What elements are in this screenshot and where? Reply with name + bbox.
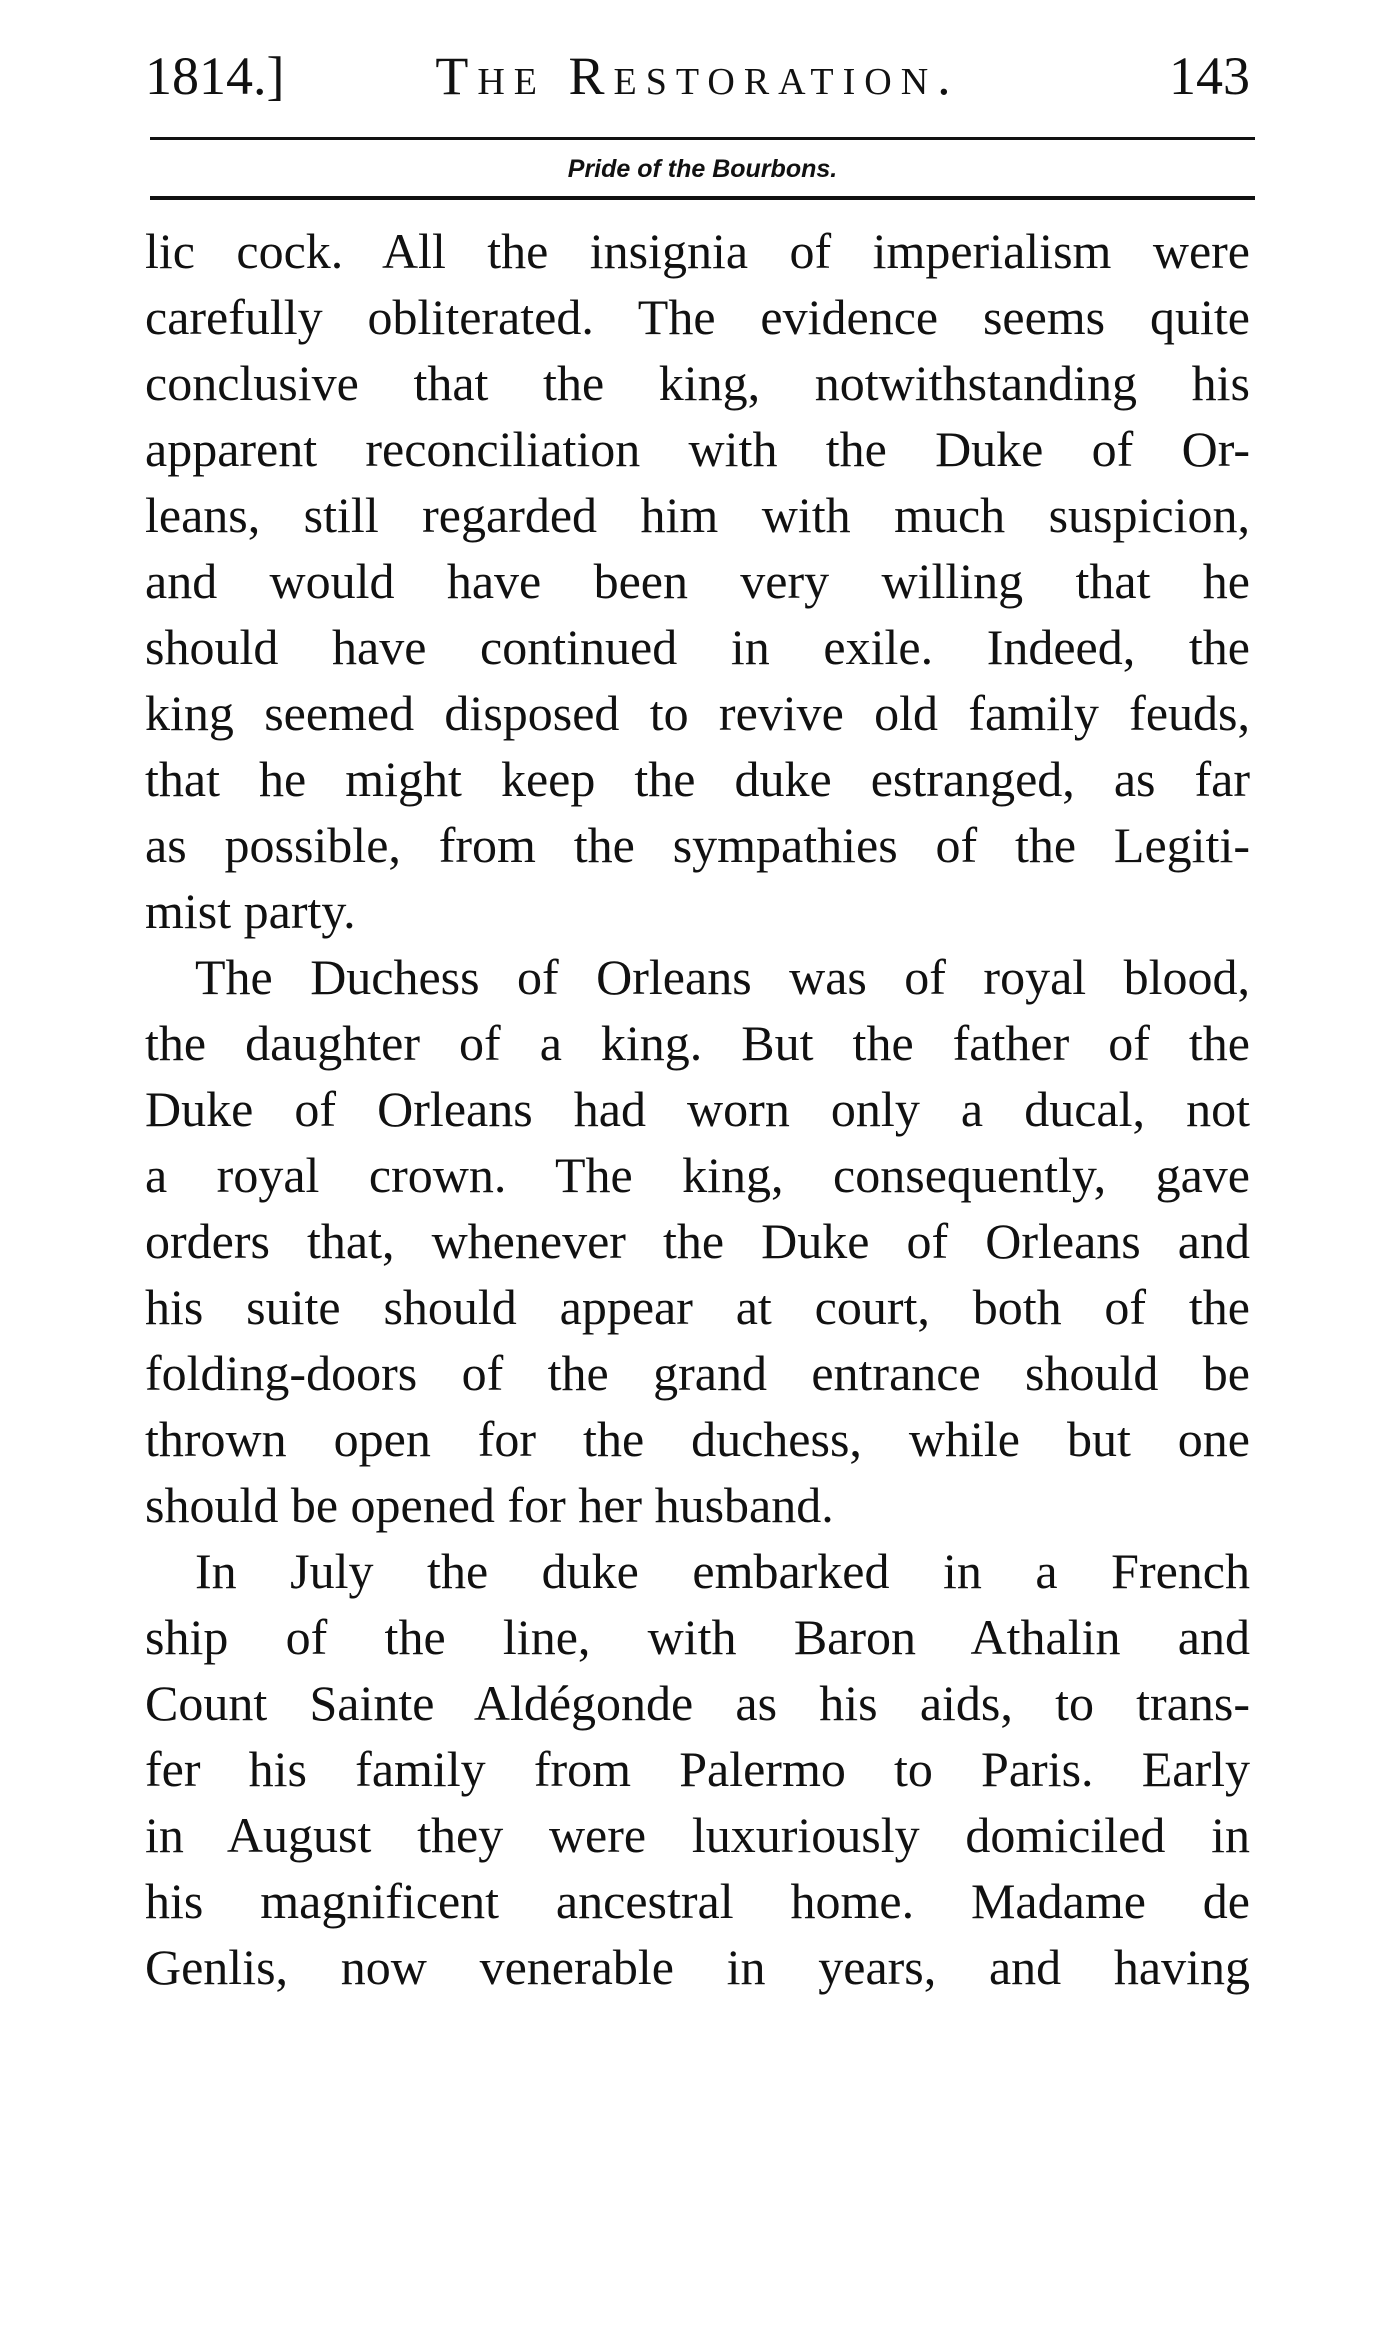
running-head xyxy=(145,36,1250,116)
text-line: mist party. xyxy=(145,883,356,939)
text-line: Genlis, now venerable in years, and having xyxy=(145,1939,1250,1995)
text-line: The Duchess of Orleans was of royal blood, xyxy=(195,949,1250,1005)
text-line: in August they were luxuriously domiciled in xyxy=(145,1807,1250,1863)
text-line: fer his family from Palermo to Paris. Early xyxy=(145,1741,1250,1797)
page-number: 143 xyxy=(1169,46,1250,106)
text-line: his suite should appear at court, both of the xyxy=(145,1279,1250,1335)
text-line: apparent reconciliation with the Duke of Or- xyxy=(145,421,1250,477)
text-line: In July the duke embarked in a French xyxy=(195,1543,1250,1599)
text-line: folding-doors of the grand entrance should be xyxy=(145,1345,1250,1401)
text-line: and would have been very willing that he xyxy=(145,553,1250,609)
text-line: leans, still regarded him with much suspicion, xyxy=(145,487,1250,543)
body-text xyxy=(145,218,1250,2000)
text-line: Duke of Orleans had worn only a ducal, not xyxy=(145,1081,1250,1137)
text-line: carefully obliterated. The evidence seems quite xyxy=(145,289,1250,345)
text-line: king seemed disposed to revive old family feuds, xyxy=(145,685,1250,741)
text-line: thrown open for the duchess, while but one xyxy=(145,1411,1250,1467)
text-line: the daughter of a king. But the father of the xyxy=(145,1015,1250,1071)
text-line: that he might keep the duke estranged, as far xyxy=(145,751,1250,807)
text-line: as possible, from the sympathies of the Legiti- xyxy=(145,817,1250,873)
section-title: Pride of the Bourbons. xyxy=(567,155,838,183)
text-line: a royal crown. The king, consequently, gave xyxy=(145,1147,1250,1203)
text-line: should have continued in exile. Indeed, the xyxy=(145,619,1250,675)
header-year: 1814.] xyxy=(145,46,285,106)
text-line: his magnificent ancestral home. Madame de xyxy=(145,1873,1250,1929)
text-line: ship of the line, with Baron Athalin and xyxy=(145,1609,1250,1665)
text-line: lic cock. All the insignia of imperialism were xyxy=(145,223,1250,279)
header-rule-bottom xyxy=(150,196,1255,200)
text-line: Count Sainte Aldégonde as his aids, to trans- xyxy=(145,1675,1250,1731)
header-title: The Restoration. xyxy=(435,46,960,106)
text-line: orders that, whenever the Duke of Orleans and xyxy=(145,1213,1250,1269)
text-line: conclusive that the king, notwithstanding his xyxy=(145,355,1250,411)
text-line: should be opened for her husband. xyxy=(145,1477,834,1533)
header-rule-top xyxy=(150,137,1255,140)
